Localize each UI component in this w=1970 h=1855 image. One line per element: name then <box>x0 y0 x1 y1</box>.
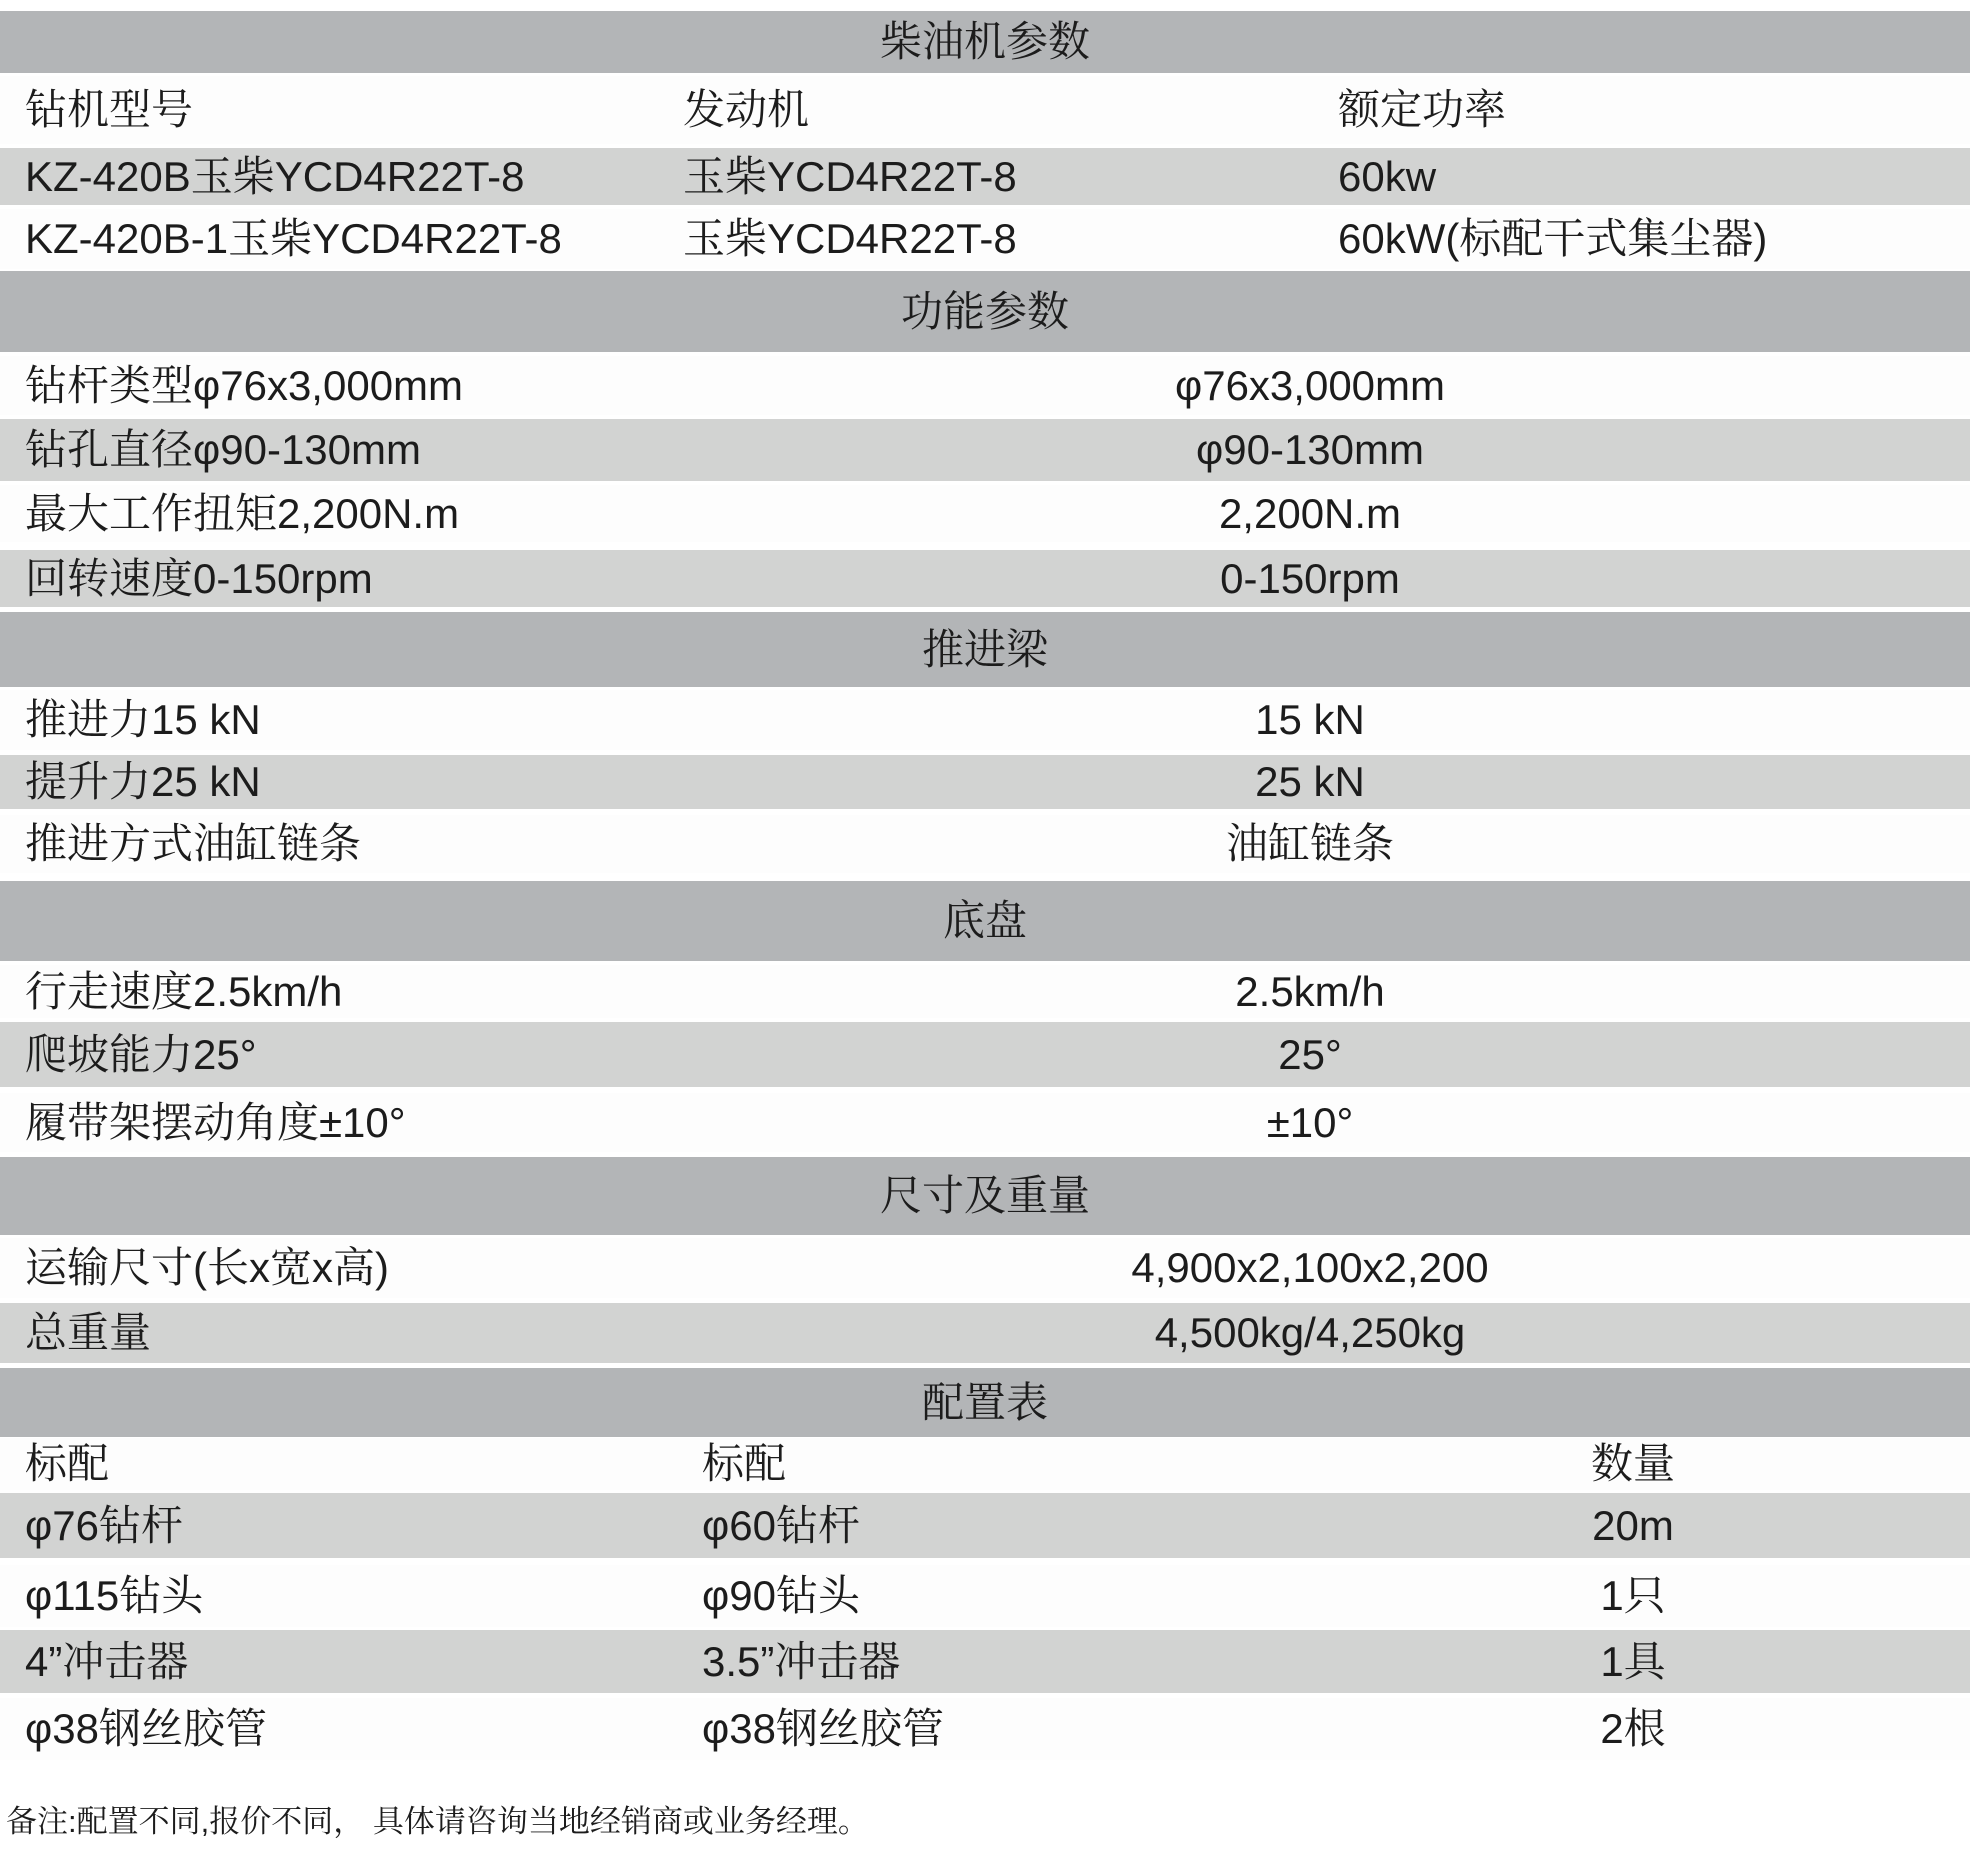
param-label: 钻杆类型φ76x3,000mm <box>25 361 464 409</box>
section-title: 尺寸及重量 <box>879 1172 1090 1219</box>
table-row <box>0 1438 1970 1490</box>
column-header-power: 额定功率 <box>1338 86 1507 133</box>
param-value: 0-150rpm <box>1220 554 1400 602</box>
table-row <box>0 1565 1970 1627</box>
section-header-dimensions <box>0 1157 1970 1235</box>
param-label: 提升力25 kN <box>25 758 261 805</box>
config-quantity: 20m <box>1592 1501 1674 1549</box>
config-quantity: 2根 <box>1600 1705 1666 1752</box>
param-label: 最大工作扭矩2,200N.m <box>25 489 460 537</box>
config-item: φ38钢丝胶管 <box>702 1705 944 1752</box>
section-header-diesel <box>0 11 1970 73</box>
param-label: 行走速度2.5km/h <box>25 967 343 1015</box>
config-item: φ115钻头 <box>25 1572 204 1619</box>
section-header-function <box>0 271 1970 352</box>
column-header-engine: 发动机 <box>683 86 810 133</box>
section-title: 底盘 <box>942 897 1027 944</box>
param-value: φ90-130mm <box>1196 426 1424 473</box>
section-header-feed-beam <box>0 612 1970 687</box>
config-item: φ38钢丝胶管 <box>25 1705 267 1752</box>
table-row <box>0 1093 1970 1152</box>
table-row <box>0 690 1970 750</box>
footnote: 备注:配置不同,报价不同， 具体请咨询当地经销商或业务经理。 <box>6 1804 869 1839</box>
param-value: 25 kN <box>1255 758 1365 805</box>
param-value: 4,900x2,100x2,200 <box>1131 1244 1489 1291</box>
config-quantity: 1具 <box>1600 1637 1666 1685</box>
param-label: 钻孔直径φ90-130mm <box>25 426 421 473</box>
engine-cell: 玉柴YCD4R22T-8 <box>683 215 1017 262</box>
column-header-standard: 标配 <box>702 1440 787 1487</box>
table-row <box>0 485 1970 542</box>
param-label: 履带架摆动角度±10° <box>25 1098 406 1146</box>
param-value: 油缸链条 <box>1225 820 1394 867</box>
model-cell: KZ-420B玉柴YCD4R22T-8 <box>25 152 525 200</box>
column-header-quantity: 数量 <box>1590 1440 1675 1487</box>
table-row <box>0 1238 1970 1298</box>
table-row <box>0 356 1970 415</box>
table-row <box>0 1630 1970 1693</box>
table-row <box>0 815 1970 873</box>
power-cell: 60kw <box>1338 152 1437 200</box>
section-header-chassis <box>0 881 1970 961</box>
table-row <box>0 419 1970 481</box>
param-value: 15 kN <box>1255 696 1365 743</box>
config-quantity: 1只 <box>1600 1572 1666 1619</box>
model-cell: KZ-420B-1玉柴YCD4R22T-8 <box>25 215 562 262</box>
table-row <box>0 965 1970 1018</box>
section-title: 推进梁 <box>921 625 1048 673</box>
column-header-standard: 标配 <box>25 1440 110 1487</box>
param-value: ±10° <box>1266 1098 1354 1146</box>
param-value: 2.5km/h <box>1235 967 1385 1015</box>
param-value: 4,500kg/4,250kg <box>1154 1309 1466 1356</box>
power-cell: 60kW(标配干式集尘器) <box>1338 215 1768 262</box>
table-row <box>0 1493 1970 1558</box>
table-row <box>0 1022 1970 1087</box>
section-header-configuration <box>0 1368 1970 1437</box>
param-label: 爬坡能力25° <box>25 1030 257 1078</box>
section-title: 配置表 <box>921 1378 1048 1426</box>
engine-cell: 玉柴YCD4R22T-8 <box>683 152 1017 200</box>
config-item: φ76钻杆 <box>25 1501 183 1549</box>
table-row <box>0 755 1970 809</box>
param-label: 推进力15 kN <box>25 696 261 743</box>
column-header-model: 钻机型号 <box>25 86 194 133</box>
param-value: 2,200N.m <box>1218 489 1402 537</box>
table-row <box>0 1698 1970 1760</box>
config-item: 4”冲击器 <box>25 1637 189 1685</box>
section-title: 功能参数 <box>900 287 1069 335</box>
table-row <box>0 1303 1970 1363</box>
section-title: 柴油机参数 <box>879 18 1090 65</box>
param-label: 运输尺寸(长x宽x高) <box>25 1244 389 1291</box>
param-value: 25° <box>1278 1030 1342 1078</box>
table-row <box>0 209 1970 269</box>
param-label: 总重量 <box>25 1309 152 1356</box>
config-item: 3.5”冲击器 <box>702 1637 901 1685</box>
table-row <box>0 148 1970 205</box>
param-label: 推进方式油缸链条 <box>25 820 362 867</box>
table-row <box>0 76 1970 144</box>
config-item: φ60钻杆 <box>702 1501 860 1549</box>
table-row <box>0 550 1970 607</box>
config-item: φ90钻头 <box>702 1572 860 1619</box>
param-label: 回转速度0-150rpm <box>25 554 373 602</box>
param-value: φ76x3,000mm <box>1174 361 1446 409</box>
